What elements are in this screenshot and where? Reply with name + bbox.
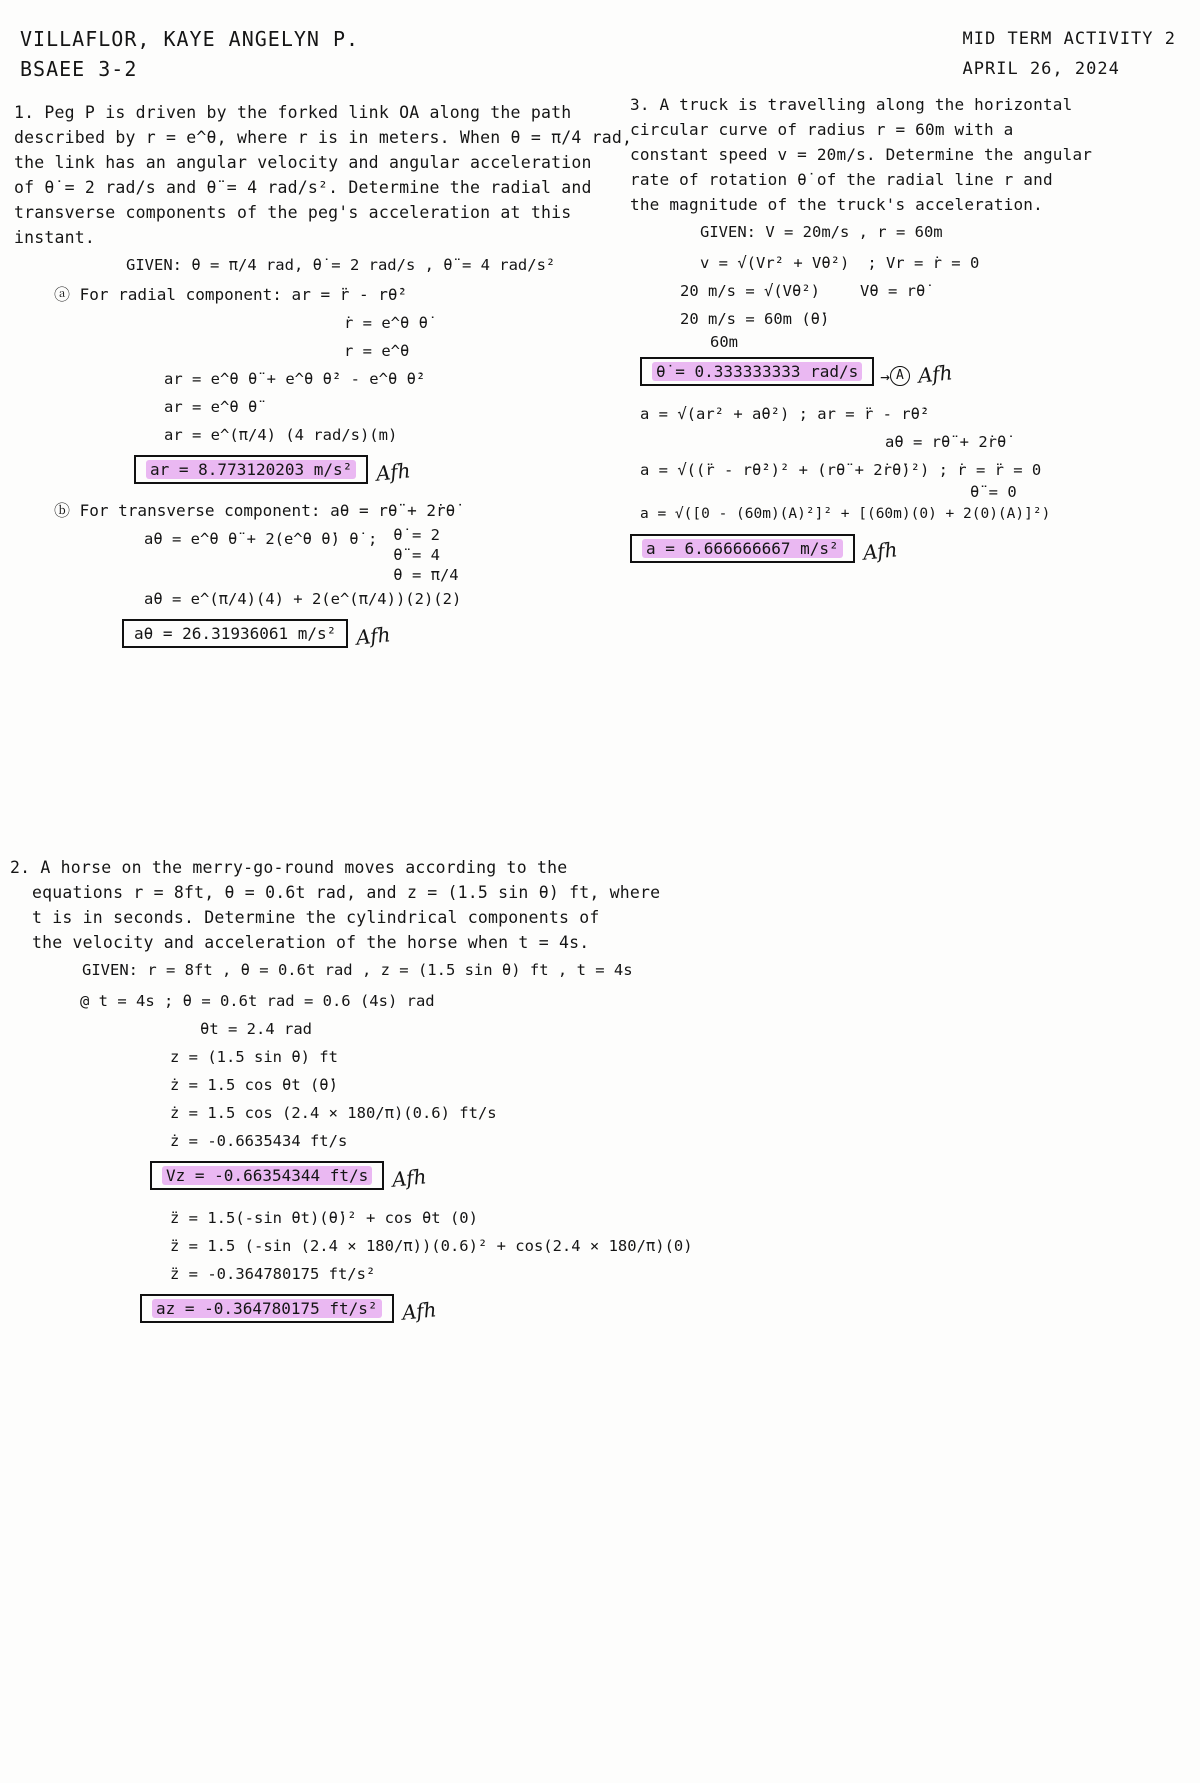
- statement-line: the magnitude of the truck's acceleration.: [630, 195, 1043, 214]
- omega-answer-row: [640, 357, 1170, 386]
- statement-line: t is in seconds. Determine the cylindrical components of: [32, 908, 600, 927]
- circled-a-tag: A: [890, 366, 910, 386]
- transverse-answer-box: [122, 619, 348, 648]
- activity-title: MID TERM ACTIVITY 2: [962, 29, 1176, 49]
- speed-step: 20 m/s = 60m (θ̇): [680, 310, 830, 328]
- theta-value: θt = 2.4 rad: [200, 1020, 312, 1038]
- accel-answer-row: [140, 1294, 610, 1323]
- statement-line: 1. Peg P is driven by the forked link OA along the path: [14, 103, 572, 122]
- velocity-answer-row: [150, 1161, 610, 1190]
- denominator: 60m: [710, 333, 738, 351]
- student-section: BSAEE 3-2: [20, 57, 138, 81]
- transverse-def: θ = π/4: [393, 566, 459, 584]
- statement-line: rate of rotation θ̇ of the radial line r and: [630, 170, 1053, 189]
- statement-line: 3. A truck is travelling along the horizontal: [630, 95, 1073, 114]
- accel-step: z̈ = 1.5 (-sin (2.4 × 180/π))(0.6)² + cos(2.4 × 180/π)(0): [170, 1237, 693, 1255]
- radial-step: ar = e^θ θ̈ + e^θ θ̇² - e^θ θ̇²: [164, 370, 426, 388]
- velocity-step: ż = 1.5 cos θt (θ̇): [170, 1076, 338, 1094]
- statement-line: described by r = e^θ, where r is in meters. When θ = π/4 rad,: [14, 128, 633, 147]
- student-header: [20, 24, 359, 84]
- activity-date: APRIL 26, 2024: [962, 59, 1120, 79]
- accel-answer: az = -0.364780175 ft/s²: [152, 1299, 382, 1318]
- initials: Afh: [355, 622, 392, 650]
- transverse-step: aθ = e^(π/4)(4) + 2(e^(π/4))(2)(2): [144, 590, 462, 608]
- accel-step: a = √((r̈ - rθ̇²)² + (rθ̈ + 2ṙθ̇)²) ; ṙ = r̈ = 0: [640, 461, 1042, 479]
- velocity-step: z = (1.5 sin θ) ft: [170, 1048, 338, 1066]
- velocity-answer: Vz = -0.66354344 ft/s: [162, 1166, 372, 1185]
- accel-step: a = √([0 - (60m)(A)²]² + [(60m)(0) + 2(0)(A)]²): [640, 506, 1051, 522]
- transverse-answer-row: [122, 619, 604, 648]
- initials: Afh: [861, 537, 899, 565]
- speed-step: v = √(Vr² + Vθ²): [700, 254, 850, 272]
- arrow-icon: →: [880, 367, 890, 386]
- problem-2-statement: [10, 855, 661, 955]
- radial-answer-row: [134, 455, 604, 484]
- radial-step: ar = e^θ θ̈: [164, 398, 258, 416]
- velocity-step: ż = 1.5 cos (2.4 × 180/π)(0.6) ft/s: [170, 1104, 497, 1122]
- omega-answer-box: [640, 357, 874, 386]
- problem-2: [10, 855, 693, 1337]
- radial-def: r = e^θ: [344, 342, 410, 360]
- transverse-label: ⓑ For transverse component: aθ = rθ̈ + 2ṙθ̇: [54, 501, 456, 520]
- speed-step: 20 m/s = √(Vθ²): [680, 282, 820, 300]
- transverse-step: aθ = e^θ θ̈ + 2(e^θ θ̇) θ̇ ;: [144, 530, 378, 548]
- problem-1-given: GIVEN: θ = π/4 rad, θ̇ = 2 rad/s , θ̈ = 4 rad/s²: [126, 256, 556, 274]
- transverse-def: θ̈ = 4: [393, 546, 440, 564]
- accel-step: θ̈ = 0: [970, 483, 1017, 501]
- initials: Afh: [375, 458, 412, 486]
- radial-label: ⓐ For radial component: ar = r̈ - rθ̇²: [54, 285, 408, 304]
- side-def: ; Vr = ṙ = 0: [867, 254, 980, 272]
- omega-answer: θ̇ = 0.333333333 rad/s: [652, 362, 862, 381]
- radial-step: ar = e^(π/4) (4 rad/s)(m): [164, 426, 398, 444]
- statement-line: of θ̇ = 2 rad/s and θ̈ = 4 rad/s². Determine the radial and: [14, 178, 592, 197]
- statement-line: 2. A horse on the merry-go-round moves according to the: [10, 858, 568, 877]
- radial-def: ṙ = e^θ θ̇: [344, 314, 428, 332]
- transverse-answer: aθ = 26.31936061 m/s²: [134, 624, 337, 643]
- statement-line: constant speed v = 20m/s. Determine the angular: [630, 145, 1093, 164]
- transverse-def: θ̇ = 2: [393, 526, 440, 544]
- problem-1-statement: [14, 100, 633, 250]
- problem-3-statement: [630, 92, 1170, 217]
- radial-answer-box: [134, 455, 368, 484]
- side-def: Vθ = rθ̇: [859, 282, 926, 300]
- statement-line: transverse components of the peg's acceleration at this: [14, 203, 572, 222]
- accel-step: aθ = rθ̈ + 2ṙθ̇: [885, 433, 1007, 451]
- accel-step: z̈ = -0.364780175 ft/s²: [170, 1265, 376, 1283]
- accel-answer: a = 6.666666667 m/s²: [642, 539, 843, 558]
- transverse-defs: [393, 525, 458, 585]
- statement-line: circular curve of radius r = 60m with a: [630, 120, 1014, 139]
- time-label: @ t = 4s ; θ = 0.6t rad = 0.6 (4s) rad: [80, 992, 435, 1010]
- problem-3-given: GIVEN: V = 20m/s , r = 60m: [700, 223, 943, 241]
- accel-answer-box: [630, 534, 855, 563]
- problem-3: [630, 92, 1170, 577]
- statement-line: equations r = 8ft, θ = 0.6t rad, and z = (1.5 sin θ) ft, where: [32, 883, 661, 902]
- statement-line: the link has an angular velocity and angular acceleration: [14, 153, 592, 172]
- problem-2-given: GIVEN: r = 8ft , θ = 0.6t rad , z = (1.5 sin θ) ft , t = 4s: [82, 961, 633, 979]
- transverse-step-group: [14, 525, 604, 585]
- velocity-step: ż = -0.6635434 ft/s: [170, 1132, 348, 1150]
- velocity-equation-row: [630, 249, 1170, 277]
- activity-header: [963, 24, 1176, 84]
- statement-line: instant.: [14, 228, 96, 247]
- statement-line: the velocity and acceleration of the horse when t = 4s.: [32, 933, 590, 952]
- accel-step: a = √(ar² + aθ²) ; ar = r̈ - rθ̇²: [640, 405, 930, 423]
- velocity-equation-row: [630, 277, 1170, 305]
- initials: Afh: [916, 360, 954, 388]
- accel-answer-box: [140, 1294, 394, 1323]
- accel-answer-row: [630, 534, 1170, 563]
- problem-1: [14, 100, 633, 662]
- accel-step: z̈ = 1.5(-sin θt)(θ̇)² + cos θt (0): [170, 1209, 478, 1227]
- initials: Afh: [400, 1297, 438, 1325]
- velocity-answer-box: [150, 1161, 384, 1190]
- student-name: VILLAFLOR, KAYE ANGELYN P.: [20, 27, 360, 51]
- radial-answer: ar = 8.773120203 m/s²: [146, 460, 356, 479]
- initials: Afh: [391, 1164, 428, 1192]
